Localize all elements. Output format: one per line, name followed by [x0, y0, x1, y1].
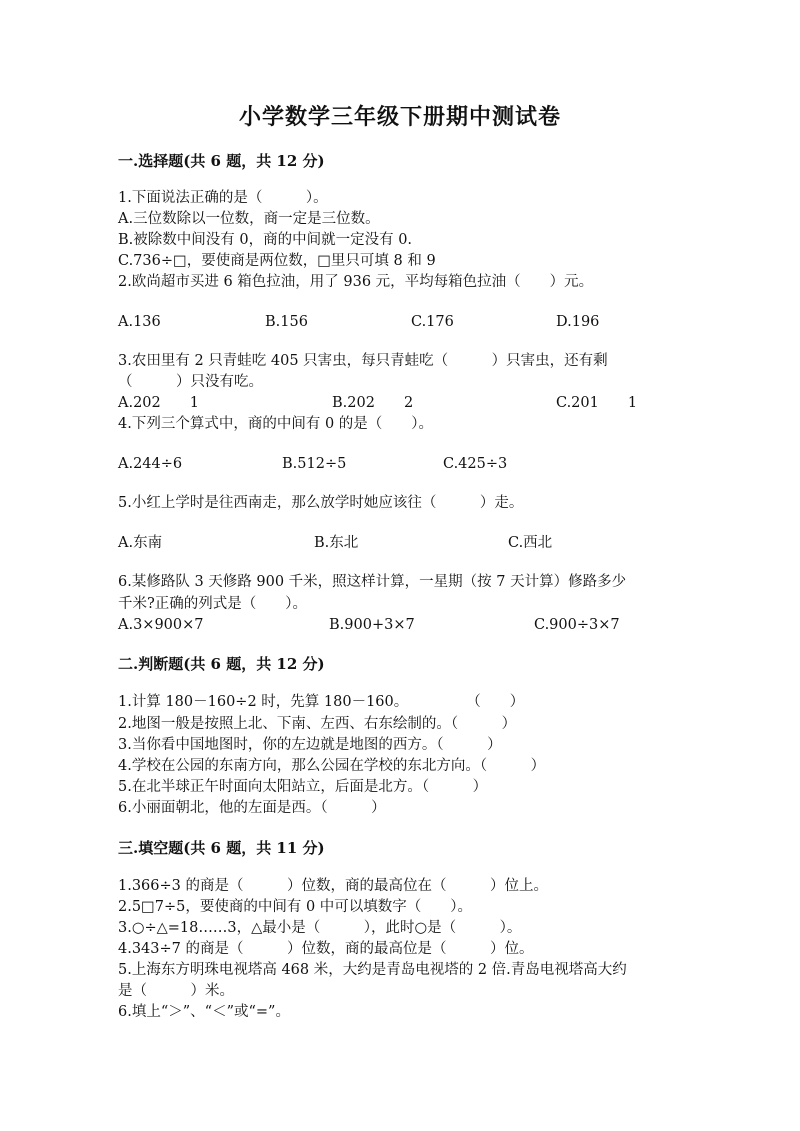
fill-item-5-line-1: 5.上海东方明珠电视塔高 468 米，大约是青岛电视塔的 2 倍.青岛电视塔高大约	[118, 962, 627, 978]
question-1-option-b: B.被除数中间没有 0，商的中间就一定没有 0.	[118, 232, 413, 248]
question-2-option-b: B.156	[265, 314, 308, 330]
judgment-item-4: 4.学校在公园的东南方向，那么公园在学校的东北方向。（ ）	[118, 758, 546, 774]
question-1-option-c: C.736÷□，要使商是两位数，□里只可填 8 和 9	[118, 253, 436, 269]
fill-item-1: 1.366÷3 的商是（ ）位数，商的最高位在（ ）位上。	[118, 878, 548, 894]
page-title: 小学数学三年级下册期中测试卷	[238, 104, 561, 130]
question-3-stem-line-1: 3.农田里有 2 只青蛙吃 405 只害虫，每只青蛙吃（ ）只害虫，还有剩	[118, 353, 608, 369]
question-3-option-c: C.201 1	[556, 395, 638, 411]
question-1-stem: 1.下面说法正确的是（ ）。	[118, 190, 328, 206]
question-6-stem-line-1: 6.某修路队 3 天修路 900 千米，照这样计算，一星期（按 7 天计算）修路多少	[118, 574, 627, 590]
question-6-option-b: B.900+3×7	[329, 617, 415, 633]
question-5-option-c: C.西北	[508, 535, 553, 551]
question-3-stem-line-2: （ ）只没有吃。	[118, 374, 263, 390]
question-2-stem: 2.欧尚超市买进 6 箱色拉油，用了 936 元，平均每箱色拉油（ ）元。	[118, 274, 594, 290]
judgment-item-5: 5.在北半球正午时面向太阳站立，后面是北方。（ ）	[118, 779, 488, 795]
question-4-option-b: B.512÷5	[282, 456, 347, 472]
question-2-option-a: A.136	[118, 314, 161, 330]
judgment-item-1: 1.计算 180－160÷2 时，先算 180－160。 （ ）	[118, 694, 525, 710]
judgment-item-6: 6.小丽面朝北，他的左面是西。（ ）	[118, 800, 386, 816]
judgment-item-3: 3.当你看中国地图时，你的左边就是地图的西方。（ ）	[118, 737, 502, 753]
section-heading-true-false: 二.判断题(共 6 题，共 12 分)	[118, 655, 325, 673]
question-4-option-c: C.425÷3	[443, 456, 508, 472]
question-6-option-a: A.3×900×7	[118, 617, 204, 633]
fill-item-3: 3.○÷△=18……3，△最小是（ ），此时○是（ ）。	[118, 920, 522, 936]
section-heading-multiple-choice: 一.选择题(共 6 题，共 12 分)	[118, 152, 325, 170]
judgment-item-2: 2.地图一般是按照上北、下南、左西、右东绘制的。（ ）	[118, 716, 517, 732]
fill-item-2: 2.5□7÷5，要使商的中间有 0 中可以填数字（ ）。	[118, 899, 473, 915]
fill-item-4: 4.343÷7 的商是（ ）位数，商的最高位是（ ）位。	[118, 941, 534, 957]
question-1-option-a: A.三位数除以一位数，商一定是三位数。	[118, 211, 380, 227]
question-2-option-d: D.196	[556, 314, 600, 330]
fill-item-6: 6.填上“＞”、“＜”或“=”。	[118, 1004, 290, 1020]
section-heading-fill-in: 三.填空题(共 6 题，共 11 分)	[118, 839, 325, 857]
question-3-option-a: A.202 1	[118, 395, 199, 411]
question-6-option-c: C.900÷3×7	[534, 617, 620, 633]
question-5-stem: 5.小红上学时是往西南走，那么放学时她应该往（ ）走。	[118, 495, 524, 511]
fill-item-5-line-2: 是（ ）米。	[118, 983, 234, 999]
question-2-option-c: C.176	[411, 314, 454, 330]
question-4-option-a: A.244÷6	[118, 456, 183, 472]
question-4-stem: 4.下列三个算式中，商的中间有 0 的是（ ）。	[118, 416, 434, 432]
question-3-option-b: B.202 2	[332, 395, 414, 411]
question-5-option-b: B.东北	[314, 535, 359, 551]
question-5-option-a: A.东南	[118, 535, 163, 551]
question-6-stem-line-2: 千米?正确的列式是（ ）。	[118, 596, 308, 612]
